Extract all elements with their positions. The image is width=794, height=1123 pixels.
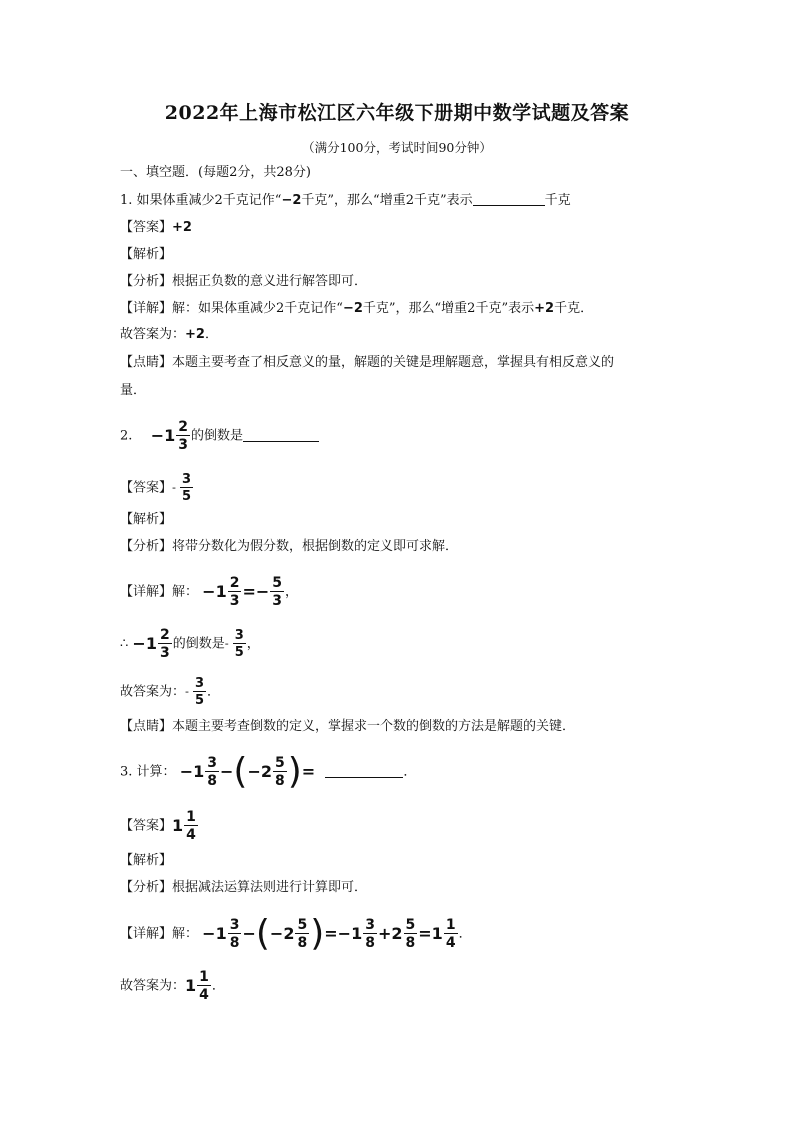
q3-b-whole: −2 [247,762,272,781]
q2-q-frac-num: 2 [178,419,188,435]
q1-q-math: −2 [281,193,302,208]
q3-d-b2-whole: 2 [391,924,403,943]
q1-comment [120,353,614,373]
q2-t-whole: −1 [132,634,157,653]
q2-fenxi-text: 将带分数化为假分数，根据倒数的定义即可求解． [172,539,459,554]
q3-q-period: ． [403,764,417,780]
q2-t-frac [158,628,172,660]
q2-q-frac [176,420,190,452]
q3-a-num: 3 [207,755,217,771]
q3-d-b-den: 8 [297,935,308,951]
q2-t-ans-frac [233,629,246,659]
q3-ans-num: 1 [186,809,196,825]
section-heading: 一、填空题．(每题2分，共28分) [120,165,311,180]
q3-d-a-frac [228,918,242,950]
q3-rp: ) [287,751,302,792]
q2-d-imp-num: 5 [272,575,283,591]
q1-q-pre: 1. 如果体重减少2千克记作“ [120,193,282,208]
page-subtitle: （满分100分，考试时间90分钟） [302,140,492,155]
label-comment: 【点睛】 [120,355,173,370]
q2-final [120,674,220,711]
q2-d-frac-den: 3 [229,593,240,609]
q3-minus: − [219,762,234,781]
q2-t-sign: - [224,637,229,650]
q1-detail-pre: 解：如果体重减少2千克记作“ [172,301,343,316]
q2-t-comma: ， [246,636,260,652]
q2-ans-den: 5 [182,489,192,504]
q2-t-frac-den: 3 [159,645,170,661]
q2-t-ans-num: 3 [234,628,244,643]
q3-detail [120,910,472,959]
q1-comment-1: 本题主要考查了相反意义的量，解题的关键是理解题意，掌握具有相反意义的 [172,355,615,370]
q3-fenxi-text: 根据减法运算法则进行计算即可． [172,880,368,895]
q1-detail-ans: +2 [534,301,555,316]
label-fenxi: 【分析】 [120,539,173,554]
q3-b-num: 5 [274,755,285,771]
q1-gu-post: ． [204,327,218,342]
q3-d-a-den: 8 [229,935,240,951]
q3-answer [120,806,199,847]
q2-question [120,416,319,457]
q1-q-post: 千克 [544,193,571,208]
q2-f-sign: - [185,685,189,698]
q2-ans-sign: - [172,481,176,494]
q1-answer-blank [473,191,545,206]
q2-ans-frac [180,473,193,503]
label-detail: 【详解】 [120,301,173,316]
q3-answer-blank [325,763,403,778]
q2-fenxi [120,537,458,557]
q3-d-b-frac [295,918,309,950]
q3-d-res-num: 1 [445,917,456,933]
q3-ans-den: 4 [186,827,196,843]
q3-gu-pre: 故答案为： [120,978,186,994]
q3-d-period: ． [458,926,472,942]
q3-d-lp: ( [255,913,270,954]
q2-d-imp-den: 3 [272,593,283,609]
q1-final [120,325,218,345]
q2-q-frac-den: 3 [178,437,188,453]
q1-detail-math: −2 [342,301,363,316]
q3-f-num: 1 [199,969,209,985]
q2-gu-pre: 故答案为： [120,684,186,700]
q3-d-a-whole: −1 [202,924,227,943]
q3-d-a2-whole: −1 [337,924,363,943]
q1-detail-post: 千克． [554,301,594,316]
q1-q-mid: 千克”，那么“增重2千克”表示 [301,193,473,208]
q3-a-frac [205,756,219,788]
q1-detail [120,299,593,319]
q1-answer-value: +2 [172,220,192,235]
q2-comment-text: 本题主要考查倒数的定义，掌握求一个数的倒数的方法是解题的关键． [172,719,576,734]
q3-q-text: 3. 计算： [120,764,176,780]
q3-d-eq1: = [324,924,338,943]
q2-num: 2. [120,428,133,444]
q3-b-den: 8 [274,773,285,789]
q1-gu-pre: 故答案为： [120,327,186,342]
q2-detail [120,572,298,613]
q2-comment [120,717,575,737]
q1-question [120,191,571,211]
q2-t-frac-num: 2 [159,627,170,643]
q2-recip-text: 的倒数是 [172,636,225,652]
q1-comment-2: 量． [120,383,147,398]
q3-d-b-num: 5 [297,917,308,933]
q2-d-eq: = [242,582,256,601]
q3-d-b2-frac [404,918,418,950]
q3-d-a2-num: 3 [365,917,375,933]
q2-therefore-sym: ∴ [120,636,129,652]
q3-d-eq2: = [418,924,432,943]
q3-d-res-den: 4 [445,935,456,951]
q2-t-ans-den: 5 [234,645,244,660]
q3-final [120,966,225,1007]
q3-d-b2-num: 5 [405,917,416,933]
q3-d-plus: + [377,924,392,943]
q3-ans-whole: 1 [172,816,184,835]
q2-d-frac [228,576,242,608]
q3-f-whole: 1 [185,976,197,995]
q3-a-den: 8 [207,773,217,789]
q3-d-b2-den: 8 [405,935,416,951]
q3-d-a2-frac [363,918,377,950]
q2-therefore [120,624,260,665]
label-answer: 【答案】 [120,220,173,235]
q3-d-a-num: 3 [229,917,240,933]
q2-d-frac-num: 2 [229,575,240,591]
label-fenxi: 【分析】 [120,274,173,289]
label-fenxi: 【分析】 [120,880,173,895]
q3-d-b-whole: −2 [269,924,295,943]
q3-question [120,748,416,797]
q2-answer-blank [243,427,319,442]
q2-analysis-label: 【解析】 [120,512,173,527]
q2-d-imp-frac [270,576,284,608]
q2-answer [120,470,194,507]
q2-f-ans-num: 3 [195,676,205,691]
label-detail: 【详解】 [120,584,173,600]
q3-f-period: ． [211,978,225,994]
q3-detail-text: 解： [172,926,199,942]
label-detail: 【详解】 [120,926,173,942]
q3-eq: = [301,762,316,781]
q1-fenxi-text: 根据正负数的意义进行解答即可． [172,274,368,289]
q3-ans-frac [184,810,198,842]
label-answer: 【答案】 [120,480,173,496]
q3-fenxi [120,878,367,898]
q3-d-res-whole: 1 [431,924,443,943]
q3-analysis-label: 【解析】 [120,853,173,868]
q1-fenxi [120,272,367,292]
q2-q-whole: −1 [150,426,176,445]
q2-q-text: 的倒数是 [190,428,243,444]
q1-detail-mid: 千克”，那么“增重2千克”表示 [362,301,535,316]
q3-d-res-frac [444,918,458,950]
label-comment: 【点睛】 [120,719,173,734]
q2-d-neg: − [255,582,270,601]
q3-d-a2-den: 8 [365,935,375,951]
q2-ans-num: 3 [182,472,192,487]
page-title: 2022年上海市松江区六年级下册期中数学试题及答案 [164,102,630,124]
q1-answer [120,218,192,238]
q3-f-frac [197,970,211,1002]
q2-detail-text: 解： [172,584,199,600]
q3-b-frac [273,756,287,788]
q1-analysis-label: 【解析】 [120,247,173,262]
q3-lp: ( [233,751,248,792]
q3-d-rp: ) [310,913,325,954]
q1-gu-ans: +2 [185,327,205,342]
q2-f-period: ． [207,684,221,700]
q2-d-comma: ， [285,584,299,600]
q3-a-whole: −1 [179,762,205,781]
q3-f-den: 4 [199,987,209,1003]
q2-f-ans-den: 5 [195,693,205,708]
q2-d-whole: −1 [202,582,227,601]
q3-d-minus: − [242,924,256,943]
label-answer: 【答案】 [120,818,173,834]
q2-f-ans-frac [193,677,206,707]
